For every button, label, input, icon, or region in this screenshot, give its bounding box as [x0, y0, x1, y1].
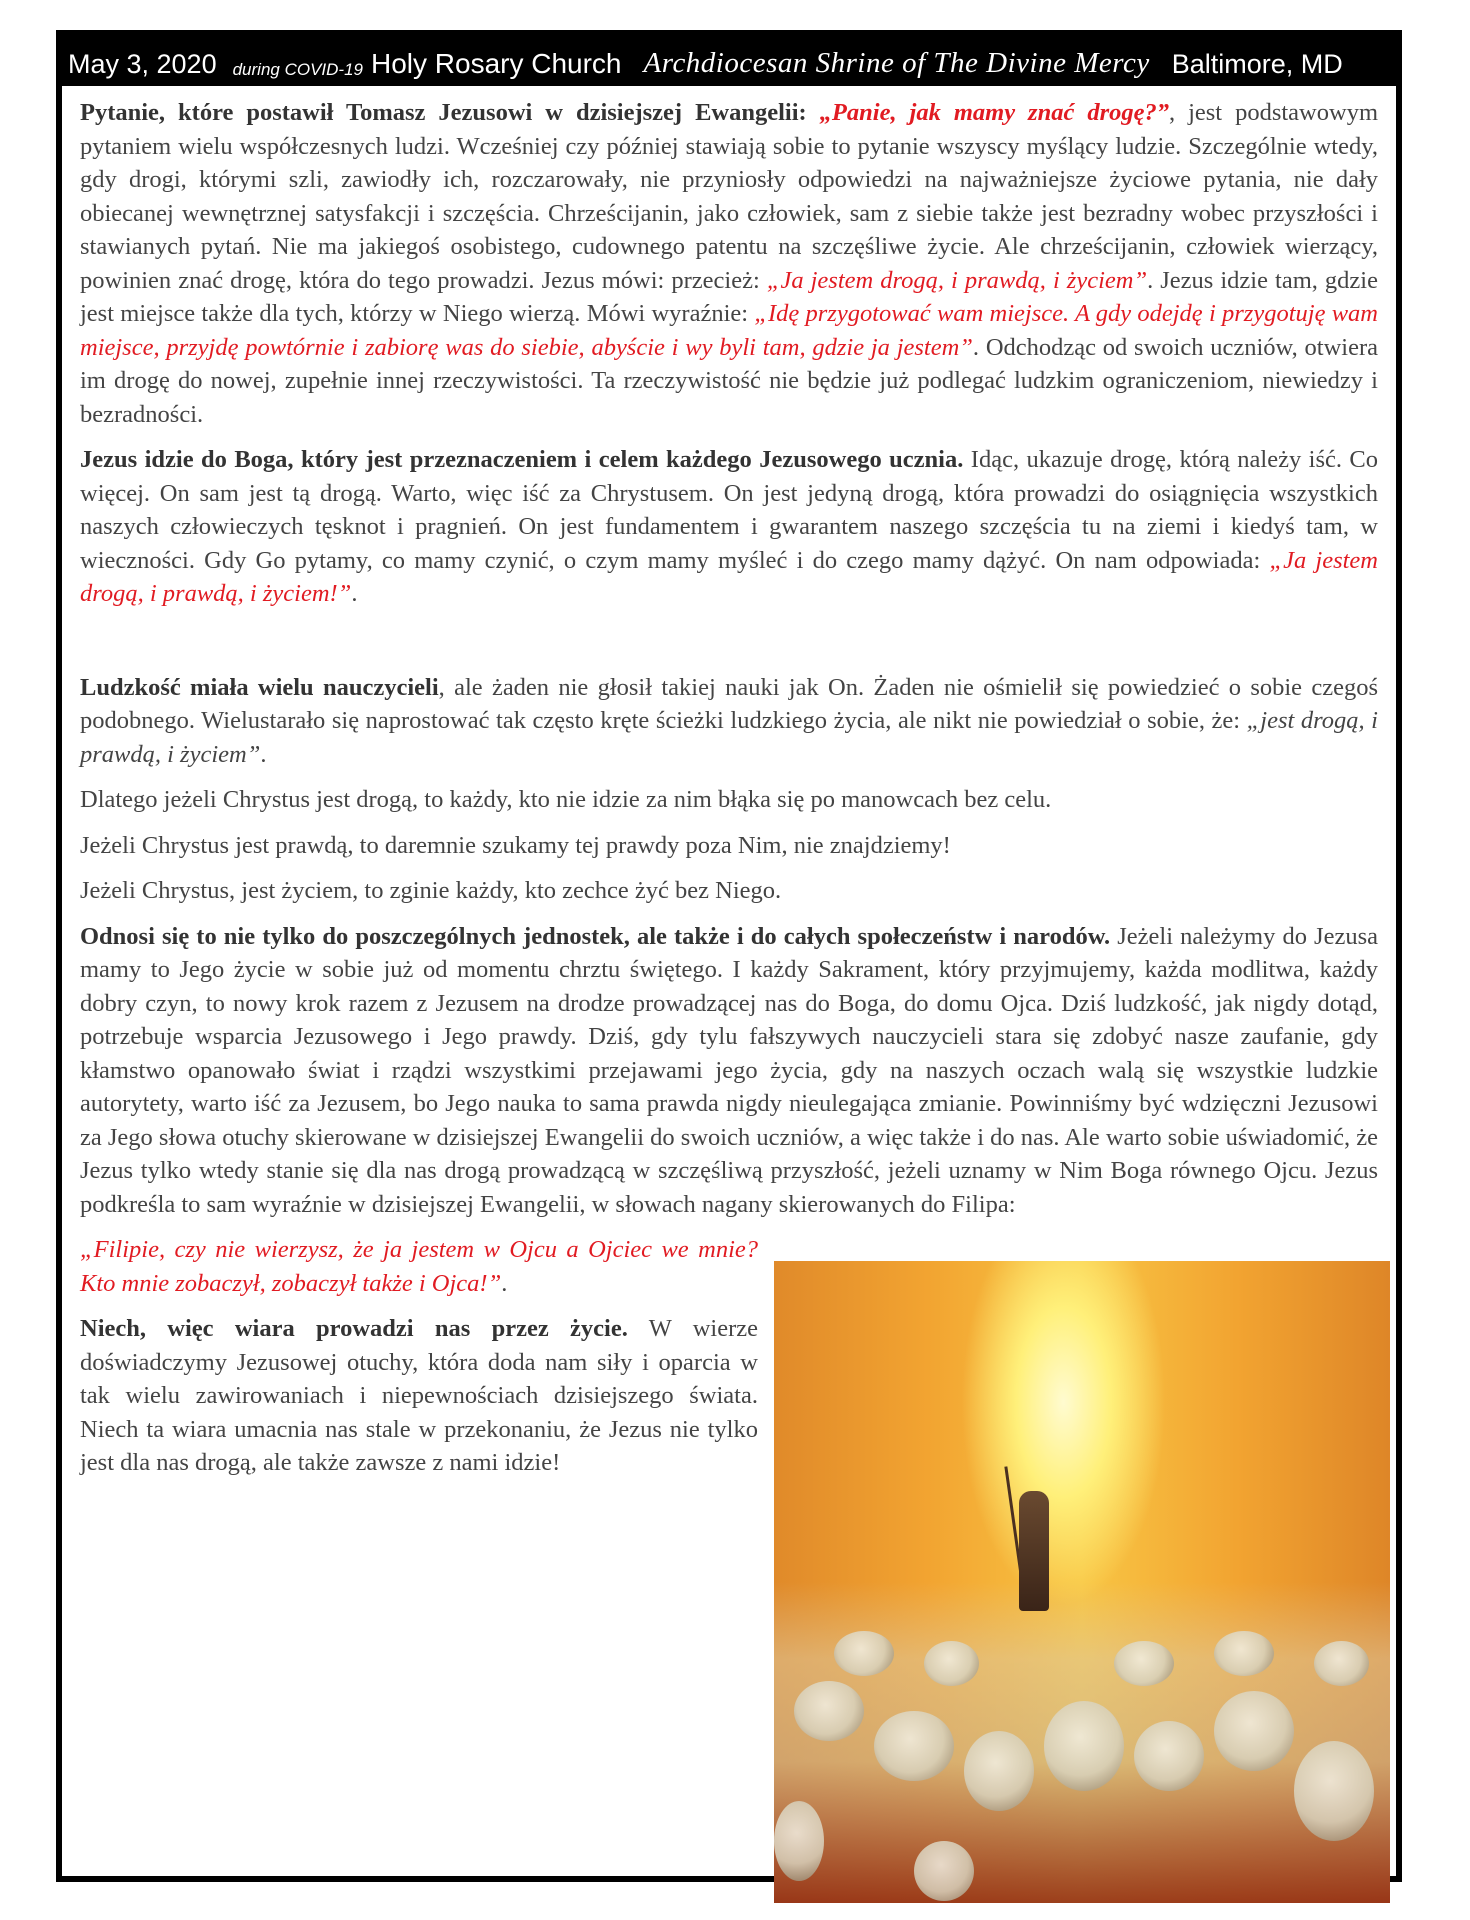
sheep-shape: [1044, 1701, 1124, 1791]
paragraph-6: Jeżeli Chrystus, jest życiem, to zginie każdy, kto zechce żyć bez Niego.: [80, 877, 782, 904]
scripture-quote: „Filipie, czy nie wierzysz, że ja jestem w Ojcu a Ojciec we mnie? Kto mnie zobaczył, zobaczył także i Ojca!”: [80, 1236, 758, 1297]
paragraph-2: [80, 443, 1378, 611]
article-body: [80, 96, 1378, 1903]
header-date: May 3, 2020: [68, 49, 217, 79]
sheep-shape: [1134, 1721, 1204, 1791]
paragraph-5: Jeżeli Chrystus jest prawdą, to daremnie szukamy tej prawdy poza Nim, nie znajdziemy!: [80, 831, 951, 859]
paragraph-3: [80, 671, 1378, 772]
sheep-shape: [924, 1641, 979, 1686]
paragraph-4: Dlatego jeżeli Chrystus jest drogą, to każdy, kto nie idzie za nim błąka się po manowcach bez celu.: [80, 786, 1052, 813]
sheep-shape: [1294, 1741, 1374, 1841]
shepherd-painting: [774, 1261, 1390, 1903]
sheep-shape: [1214, 1631, 1274, 1676]
scripture-quote: „Ja jestem drogą, i prawdą, i życiem!”: [80, 546, 1378, 607]
spacer: [80, 623, 1378, 671]
paragraph-text: . Odchodząc od swoich uczniów, otwiera im drogę do nowej, zupełnie innej rzeczywistości. Ta rzeczywistość nie będzie już podlegać ludzkim ograniczeniom, niewiedzy i bezradności.: [80, 333, 1378, 428]
header-covid-note: during COVID-19: [232, 60, 363, 79]
scripture-quote: „Idę przygotować wam miejsce. A gdy odejdę i przygotuję wam miejsce, przyjdę powtórnie i zabiorę was do siebie, abyście i wy byli tam, gdzie ja jestem”: [80, 300, 1378, 361]
shepherd-figure: [1019, 1491, 1049, 1611]
sheep-shape: [874, 1711, 954, 1781]
paragraph-text: Jeżeli należymy do Jezusa mamy to Jego życie w sobie już od momentu chrztu świętego. I każdy Sakrament, który przyjmujemy, każda modlitwa, każdy dobry czyn, to nowy krok razem z Jezusem na drodze prowadzącej nas do Boga, do domu Ojca. Dziś ludzkość, jak nigdy dotąd, potrzebuje wsparcia Jezusowego i Jego prawdy. Dziś, gdy tylu fałszywych nauczycieli stara się zdobyć nasze zaufanie, gdy kłamstwo opanowało świat i rządzi wszystkimi przejawami jego życia, gdy na naszych oczach walą się wszystkie ludzkie autorytety, warto iść za Jezusem, bo Jego nauka to sama prawda nigdy nieulegająca zmianie. Powinniśmy być wdzięczni Jezusowi za Jego słowa otuchy skierowane w dzisiejszej Ewangelii do swoich uczniów, a więc także i do nas. Ale warto sobie uświadomić, że Jezus tylko wtedy stanie się dla nas drogą prowadzącą w szczęśliwą przyszłość, jeżeli uznamy w Nim Boga równego Ojcu. Jezus podkreśla to sam wyraźnie w dzisiejszej Ewangelii, w słowach nagany skierowanych do Filipa:: [80, 922, 1378, 1218]
sheep-shape: [1214, 1691, 1294, 1771]
italic-quote: „jest drogą, i prawdą, i życiem”: [80, 707, 1378, 768]
header-church-name: Holy Rosary Church: [370, 48, 622, 79]
sheep-shape: [964, 1731, 1034, 1811]
paragraph-lead: Ludzkość miała wielu nauczycieli: [80, 673, 439, 701]
scripture-quote: „Panie, jak mamy znać drogę?”: [819, 99, 1169, 126]
paragraph-text: .: [260, 740, 267, 768]
header-shrine-name: Archdiocesan Shrine of The Divine Mercy: [643, 47, 1150, 79]
paragraph-text: Idąc, ukazuje drogę, którą należy iść. Co więcej. On sam jest tą drogą. Warto, więc iść za Chrystusem. On jest jedyną drogą, która prowadzi do osiągnięcia wszystkich naszych człowieczych tęsknot i pragnień. On jest fundamentem i gwarantem naszego szczęścia tu na ziemi i kiedyś tam, w wieczności. Gdy Go pytamy, co mamy czynić, o czym mamy myśleć i do czego mamy dążyć. On nam odpowiada:: [80, 446, 1379, 574]
paragraph-text: .: [501, 1269, 508, 1297]
paragraph-lead: Odnosi się to nie tylko do poszczególnych jednostek, ale także i do całych społeczeństw i narodów.: [80, 922, 1111, 950]
paragraph-1: [80, 96, 1378, 431]
bulletin-header: [56, 30, 1402, 86]
paragraph-text: W wierze doświadczymy Jezusowej otuchy, która doda nam siły i oparcia w tak wielu zawirowaniach i niepewnościach dzisiejszego świata. Niech ta wiara umacnia nas stale w przekonaniu, że Jezus nie tylko jest dla nas drogą, ale także zawsze z nami idzie!: [80, 1315, 758, 1476]
sheep-shape: [1314, 1641, 1369, 1686]
paragraph-text: , jest podstawowym pytaniem wielu współczesnych ludzi. Wcześniej czy później stawiają sobie to pytanie wszyscy myślący ludzie. Szczególnie wtedy, gdy drogi, którymi szli, zawiodły ich, rozczarowały, nie przyniosły odpowiedzi na najważniejsze życiowe pytania, nie dały obiecanej wewnętrznej satysfakcji i szczęścia. Chrześcijanin, jako człowiek, sam z siebie także jest bezradny wobec przyszłości i stawianych pytań. Nie ma jakiegoś osobistego, cudownego patentu na szczęśliwe życie. Ale chrześcijanin, człowiek wierzący, powinien znać drogę, która do tego prowadzi. Jezus mówi: przecież:: [80, 99, 1379, 294]
sheep-shape: [774, 1801, 824, 1881]
sheep-shape: [794, 1681, 864, 1741]
scripture-quote: „Ja jestem drogą, i prawdą, i życiem”: [766, 266, 1148, 294]
sheep-shape: [914, 1841, 974, 1901]
sheep-shape: [834, 1631, 894, 1676]
paragraph-text: .: [351, 580, 358, 607]
sheep-shape: [1114, 1641, 1174, 1686]
paragraph-lead: Jezus idzie do Boga, który jest przeznaczeniem i celem każdego Jezusowego ucznia.: [80, 446, 964, 473]
paragraph-text: , ale żaden nie głosił takiej nauki jak On. Żaden nie ośmielił się powiedzieć o sobie czegoś podobnego. Wielustarało się naprostować tak często kręte ścieżki ludzkiego życia, ale nikt nie powiedział o sobie, że:: [80, 673, 1378, 734]
paragraph-text: . Jezus idzie tam, gdzie jest miejsce także dla tych, którzy w Niego wierzą. Mówi wyraźnie:: [80, 266, 1378, 327]
paragraph-lead: Pytanie, które postawił Tomasz Jezusowi w dzisiejszej Ewangelii:: [80, 99, 820, 126]
paragraph-7: [80, 920, 1378, 1222]
header-city: Baltimore, MD: [1171, 49, 1343, 79]
paragraph-lead: Niech, więc wiara prowadzi nas przez życie.: [80, 1315, 628, 1342]
